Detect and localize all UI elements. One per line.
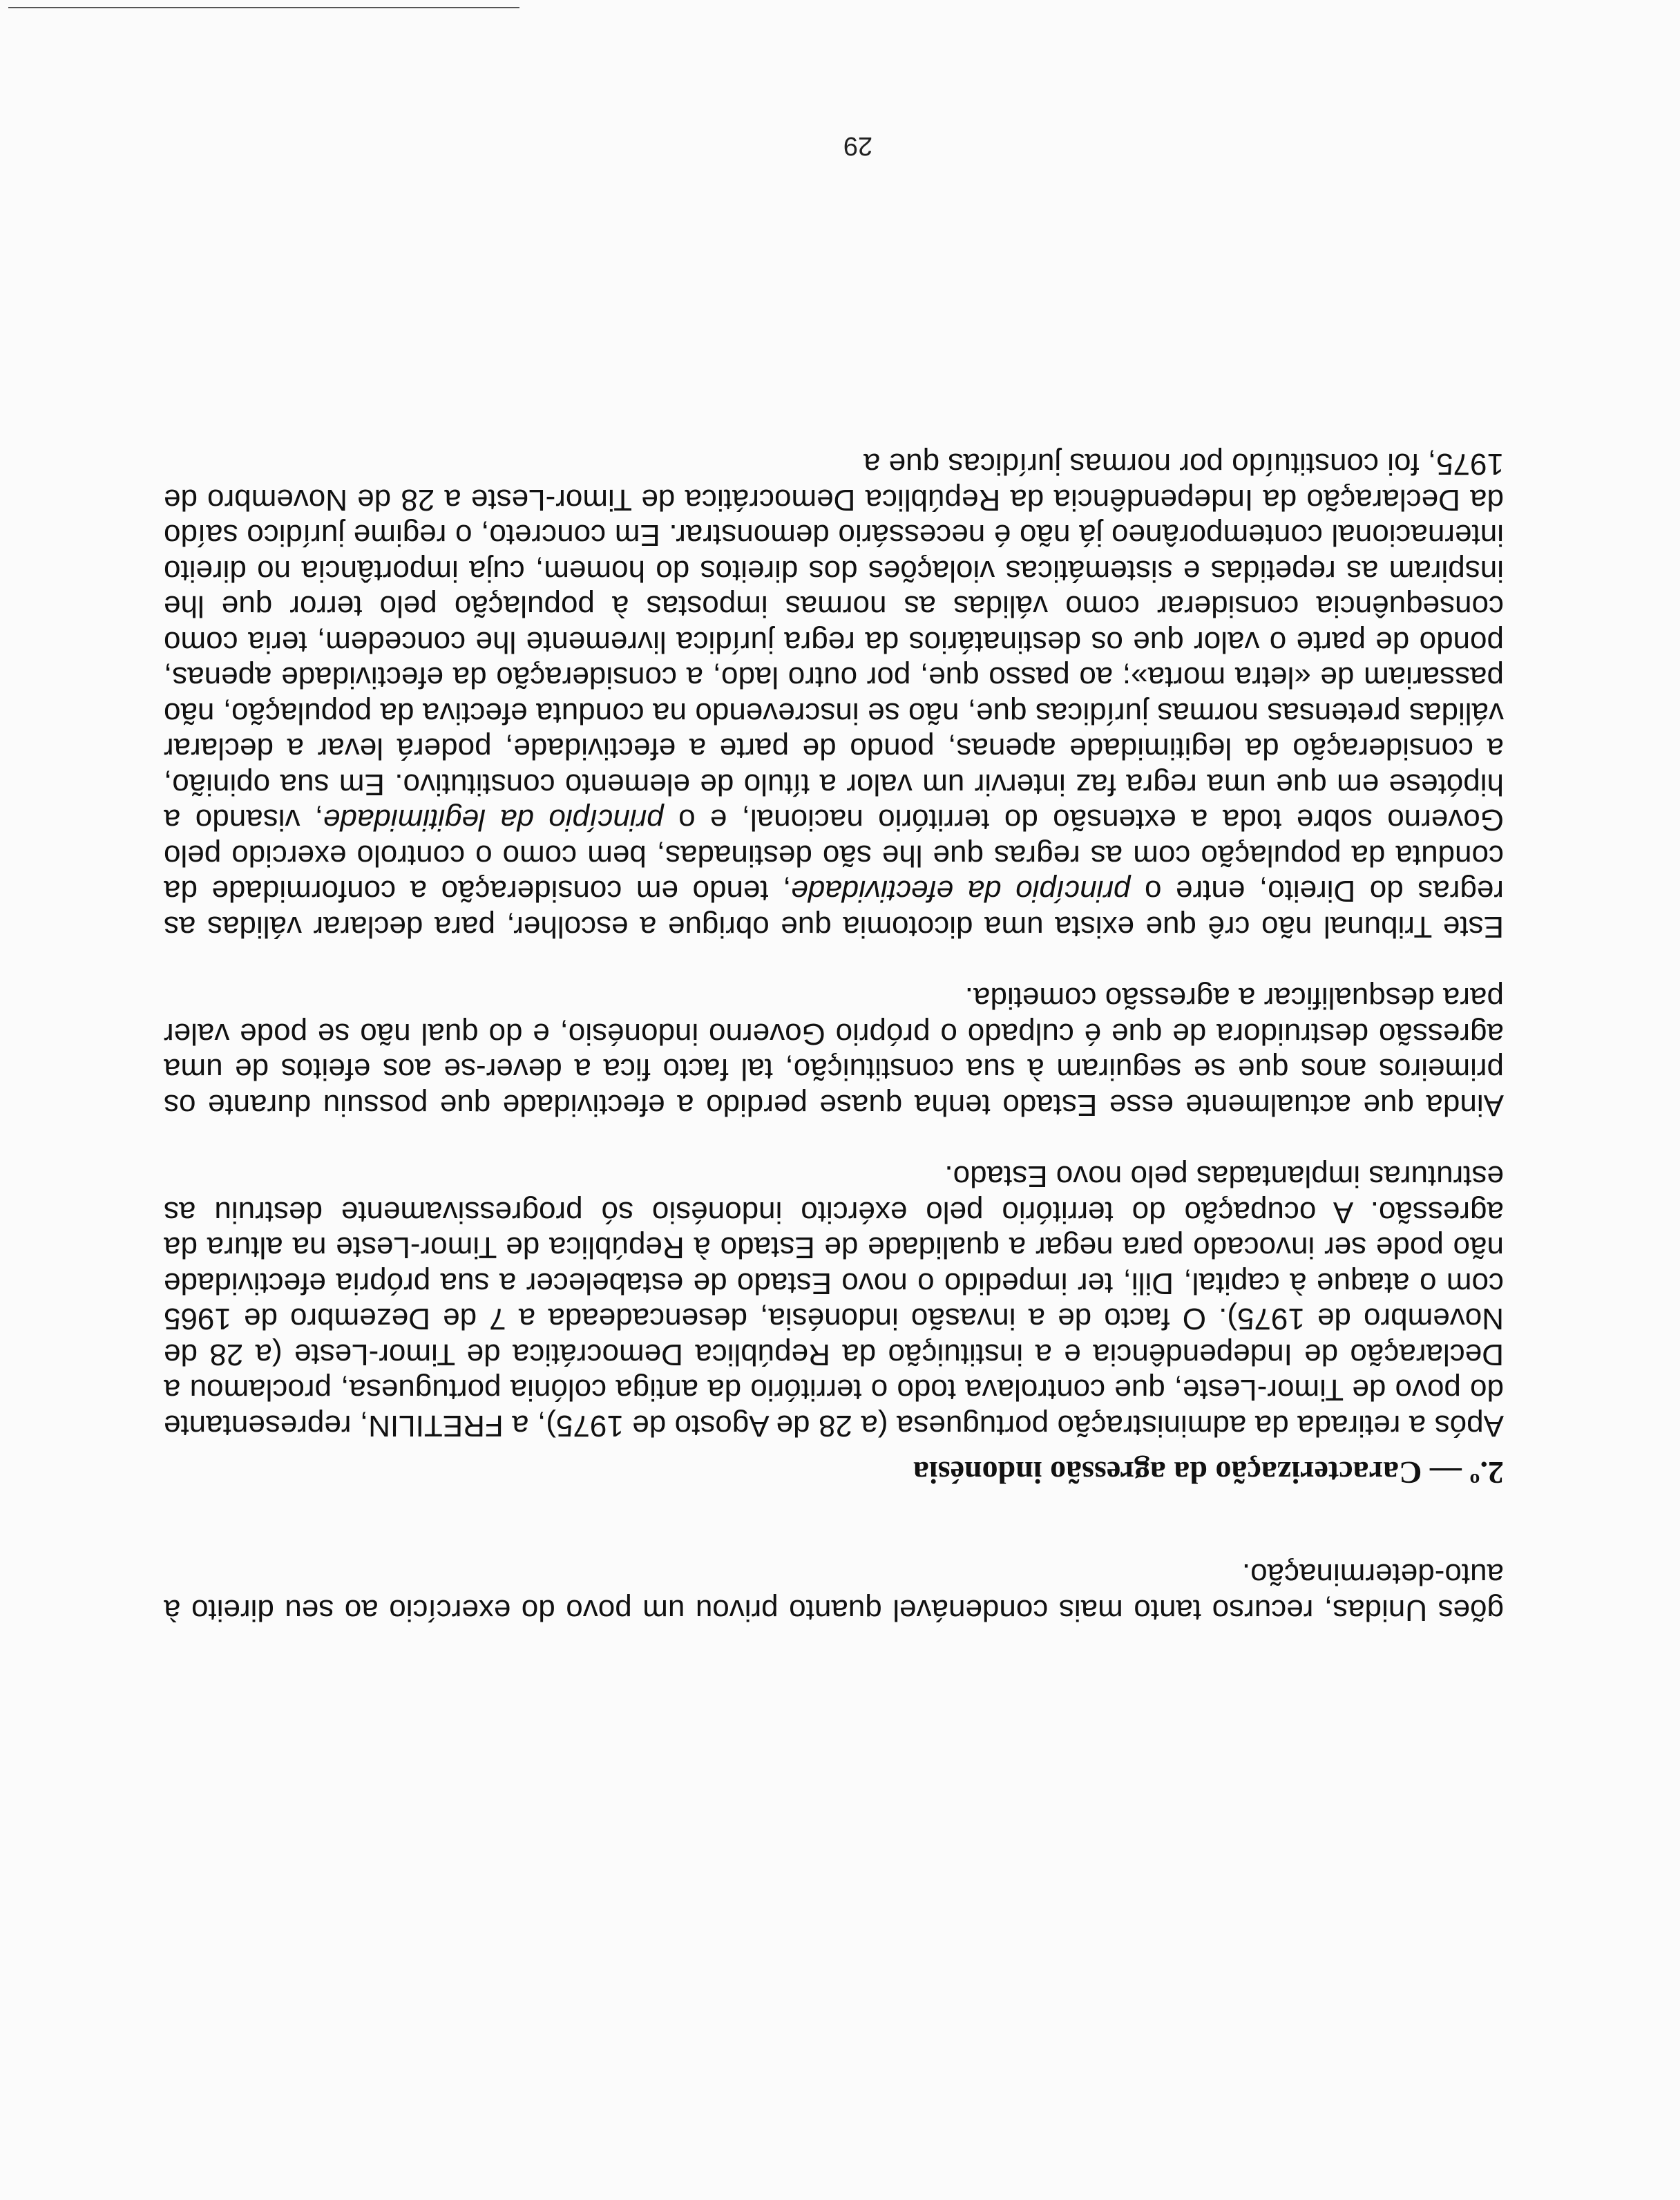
paragraph-3 [164, 446, 1504, 945]
page-number: 29 [843, 131, 873, 160]
principle-legitimacy: princípio da legitimidade [323, 803, 664, 837]
paragraph-gap [164, 1123, 1504, 1159]
paragraph-2: Ainda que actualmente esse Estado tenha quase perdido a efectividade que possuiu durante os primeiros anos que se seguiram à sua constituição, tal facto fica a dever-se aos efeitos de uma agressão destruidora de que é culpado o próprio Governo indonésio, e do qual não se pode valer para desqualificar a agressão cometida. [164, 981, 1504, 1122]
page-body [164, 446, 1504, 1628]
paragraph-gap [164, 945, 1504, 980]
paragraph-1: Após a retirada da administração portuguesa (a 28 de Agosto de 1975), a FRETILIN, representante do povo de Timor-Leste, que controlava todo o território da antiga colónia portuguesa, proclamou a Declaração de Independência e a instituição da República Democrática de Timor-Leste (a 28 de Novembro de 1975). O facto de a invasão indonésia, desencadeada a 7 de Dezembro de 1965 com o ataque à capital, Dili, ter impedido o novo Estado de estabelecer a sua própria efectividade não pode ser invocado para negar a qualidade de Estado à República de Timor-Leste na altura da agressão. A ocupação do território pelo exército indonésio só progressivamente destruiu as estruturas implantadas pelo novo Estado. [164, 1159, 1504, 1443]
paragraph-3-text-a: Este Tribunal não crê que exista uma dicotomia que obrigue a escolher, para declarar válidas as regras do Direito, entre o [164, 874, 1504, 944]
continuation-paragraph: gões Unidas, recurso tanto mais condenável quanto privou um povo do exercício ao seu direito à auto-determinação. [164, 1557, 1504, 1627]
paragraph-3-text-b: , tendo em consideração a conformidade da conduta da população com as regras que lhe são destinadas, bem como o controlo exercido pelo Governo sobre toda a extensão do território nacional, e o [164, 803, 1504, 909]
section-heading: 2.º — Caracterização da agressão indonésia [913, 1455, 1504, 1490]
scan-edge-rule [8, 7, 519, 8]
paragraph-3-text-c: , visando a hipótese em que uma regra faz intervir um valor a título de elemento constitutivo. Em sua opinião, a consideração da legitimidade apenas, pondo de parte a efectividade, poderá levar a declarar válidas pretensas normas jurídicas que, não se inscrevendo na conduta efectiva da população, não passariam de «letra morta»; ao passo que, por outro lado, a consideração da efectividade apenas, pondo de parte o valor que os destinatários da regra jurídica livremente lhe concedem, teria como consequência considerar como válidas as normas impostas à população pelo terror que lhe inspiram as repetidas e sistemáticas violações dos direitos do homem, cuja importância no direito internacional contemporâneo já não é necessário demonstrar. Em concreto, o regime jurídico saído da Declaração da Independência da República Democrática de Timor-Leste a 28 de Novembro de 1975, foi constituído por normas jurídicas que a [164, 447, 1504, 837]
principle-effectiveness: princípio da efectividade [791, 874, 1131, 909]
